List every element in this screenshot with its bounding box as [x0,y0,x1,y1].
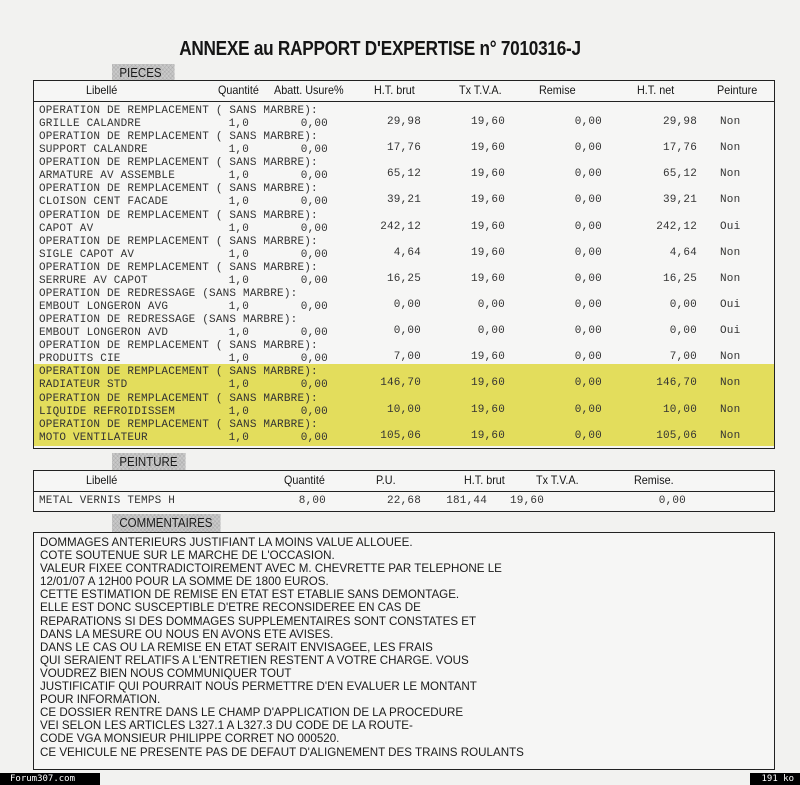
cell-ht-net: 0,00 [669,299,697,312]
cell-ht-brut: 105,06 [380,429,421,442]
comment-line: CETTE ESTIMATION DE REMISE EN ETAT EST ETABLIE SANS DEMONTAGE. [40,588,460,602]
cell-quantite: 1,0 [228,274,249,287]
cell-ht-net: 0,00 [669,325,697,338]
cell-abatt: 0,00 [300,170,328,183]
operation-type: OPERATION DE REMPLACEMENT ( SANS MARBRE): [39,340,318,353]
part-label: CAPOT AV [39,222,94,235]
cell-tva: 19,60 [470,220,505,233]
cell-peinture: Oui [720,299,741,312]
part-label: RADIATEUR STD [39,379,128,392]
column-header: H.T. brut [464,473,505,487]
operation-type: OPERATION DE REMPLACEMENT ( SANS MARBRE): [39,418,318,431]
cell-ht-brut: 16,25 [386,272,421,285]
header-divider [34,101,774,102]
cell-ht-brut: 65,12 [386,168,421,181]
cell-quantite: 1,0 [228,431,249,444]
cell-peinture: Oui [720,220,741,233]
cell-peinture: Non [720,168,741,181]
peinture-section-label: PEINTURE [112,453,186,472]
part-label: SUPPORT CALANDRE [39,144,148,157]
operation-type: OPERATION DE REDRESSAGE (SANS MARBRE): [39,314,298,327]
cell-ht-brut: 0,00 [393,325,421,338]
cell-ht-brut: 10,00 [386,403,421,416]
column-header: Remise [539,83,576,97]
column-header: Libellé [86,473,118,487]
cell-ht-brut: 17,76 [386,142,421,155]
cell-abatt: 0,00 [300,379,328,392]
cell-abatt: 0,00 [300,431,328,444]
column-header: Quantité [284,473,325,487]
comment-line: DANS LE CAS OU LA REMISE EN ETAT SERAIT ENVISAGEE, LES FRAIS [40,640,433,654]
part-label: MOTO VENTILATEUR [39,431,148,444]
cell-peinture: Non [720,351,741,364]
cell-abatt: 0,00 [300,144,328,157]
comment-line: VALEUR FIXEE CONTRADICTOIREMENT AVEC M. CHEVRETTE PAR TELEPHONE LE [40,562,502,576]
cell-abatt: 0,00 [300,196,328,209]
column-header: Abatt. Usure% [274,83,344,97]
cell-quantite: 1,0 [228,248,249,261]
cell-abatt: 0,00 [300,353,328,366]
cell-ht-net: 4,64 [669,246,697,259]
column-header: P.U. [376,473,396,487]
cell-ht-net: 105,06 [656,429,697,442]
cell-peinture: Non [720,377,741,390]
cell-ht-net: 242,12 [656,220,697,233]
comment-line: VEI SELON LES ARTICLES L327.1 A L327.3 DU CODE DE LA ROUTE- [40,719,413,733]
cell-abatt: 0,00 [300,327,328,340]
comment-line: CODE VGA MONSIEUR PHILIPPE CORRET NO 000520. [40,732,340,746]
part-label: GRILLE CALANDRE [39,118,142,131]
cell-tva: 19,60 [470,403,505,416]
part-label: PRODUITS CIE [39,353,121,366]
cell-tva: 19,60 [470,142,505,155]
cell-tva: 0,00 [477,299,505,312]
comment-line: REPARATIONS SI DES DOMMAGES SUPPLEMENTAIRES SONT CONSTATES ET [40,614,477,628]
cell-ht-net: 65,12 [662,168,697,181]
comment-line: QUI SERAIENT RELATIFS A L'ENTRETIEN RESTENT A VOTRE CHARGE. VOUS [40,653,469,667]
cell-ht-brut: 146,70 [380,377,421,390]
cell-quantite: 1,0 [228,144,249,157]
column-header: H.T. net [637,83,675,97]
column-header: Tx T.V.A. [536,473,579,487]
cell-peinture: Oui [720,325,741,338]
comment-line: CE DOSSIER RENTRE DANS LE CHAMP D'APPLICATION DE LA PROCEDURE [40,706,464,720]
column-header: Tx T.V.A. [459,83,502,97]
cell-peinture: Non [720,246,741,259]
cell-ht-brut: 242,12 [380,220,421,233]
cell-peinture: Non [720,429,741,442]
cell-remise: 0,00 [574,272,602,285]
part-label: ARMATURE AV ASSEMBLE [39,170,176,183]
cell-peinture: Non [720,272,741,285]
operation-type: OPERATION DE REMPLACEMENT ( SANS MARBRE): [39,235,318,248]
part-label: SIGLE CAPOT AV [39,248,135,261]
cell-ht-brut: 4,64 [393,246,421,259]
header-divider [34,491,774,492]
cell-tva: 19,60 [470,116,505,129]
part-label: LIQUIDE REFROIDISSEM [39,405,176,418]
cell-peinture: Non [720,142,741,155]
paint-label: METAL VERNIS TEMPS H [39,495,176,507]
cell-peinture: Non [720,116,741,129]
column-header: Remise. [634,473,674,487]
footer-site-label: Forum307.com [0,773,100,785]
cell-tva: 19,60 [470,194,505,207]
comment-line: JUSTIFICATIF QUI POURRAIT NOUS PERMETTRE D'EN EVALUER LE MONTANT [40,680,477,694]
cell-abatt: 0,00 [300,222,328,235]
cell-tva: 19,60 [470,272,505,285]
cell-quantite: 1,0 [228,353,249,366]
cell-ht-net: 7,00 [669,351,697,364]
cell-tva: 19,60 [470,351,505,364]
operation-type: OPERATION DE REMPLACEMENT ( SANS MARBRE): [39,392,318,405]
cell-quantite: 1,0 [228,379,249,392]
document-title: ANNEXE au RAPPORT D'EXPERTISE n° 7010316-J [179,38,581,60]
cell-remise: 0,00 [574,220,602,233]
cell-quantite: 1,0 [228,327,249,340]
cell-tva: 19,60 [509,495,544,507]
cell-remise: 0,00 [574,299,602,312]
cell-ht-net: 146,70 [656,377,697,390]
cell-quantite: 1,0 [228,118,249,131]
cell-peinture: Non [720,194,741,207]
cell-abatt: 0,00 [300,274,328,287]
comment-line: POUR INFORMATION. [40,693,161,707]
cell-tva: 19,60 [470,429,505,442]
cell-remise: 0,00 [574,429,602,442]
cell-quantite: 1,0 [228,170,249,183]
cell-remise: 0,00 [574,403,602,416]
operation-type: OPERATION DE REMPLACEMENT ( SANS MARBRE): [39,261,318,274]
pieces-section-label: PIECES [112,64,175,83]
cell-ht-net: 39,21 [662,194,697,207]
column-header: Peinture [717,83,758,97]
comment-line: ELLE EST DONC SUSCEPTIBLE D'ETRE RECONSIDEREE EN CAS DE [40,601,421,615]
column-header: H.T. brut [374,83,415,97]
cell-tva: 19,60 [470,168,505,181]
comment-line: COTE SOUTENUE SUR LE MARCHE DE L'OCCASION. [40,549,335,563]
cell-ht-brut: 7,00 [393,351,421,364]
operation-type: OPERATION DE REMPLACEMENT ( SANS MARBRE): [39,105,318,117]
cell-abatt: 0,00 [300,248,328,261]
cell-ht-brut: 0,00 [393,299,421,312]
comment-line: DOMMAGES ANTERIEURS JUSTIFIANT LA MOINS VALUE ALLOUEE. [40,536,413,549]
cell-quantite: 1,0 [228,301,249,314]
cell-ht-net: 10,00 [662,403,697,416]
cell-remise: 0,00 [574,377,602,390]
cell-remise: 0,00 [574,168,602,181]
cell-tva: 0,00 [477,325,505,338]
operation-type: OPERATION DE REMPLACEMENT ( SANS MARBRE): [39,157,318,170]
cell-remise: 0,00 [574,325,602,338]
comment-lines [40,536,524,759]
peinture-table [33,470,775,512]
cell-pu: 22,68 [386,495,421,507]
cell-remise: 0,00 [658,495,686,507]
comment-line: VOUDREZ BIEN NOUS COMMUNIQUER TOUT [40,666,292,680]
cell-ht-net: 29,98 [662,116,697,129]
cell-quantite: 1,0 [228,222,249,235]
cell-abatt: 0,00 [300,118,328,131]
cell-ht-brut: 181,44 [446,495,487,507]
operation-type: OPERATION DE REMPLACEMENT ( SANS MARBRE): [39,131,318,144]
cell-quantite: 1,0 [228,405,249,418]
part-label: EMBOUT LONGERON AVG [39,301,169,314]
operation-type: OPERATION DE REMPLACEMENT ( SANS MARBRE): [39,209,318,222]
cell-tva: 19,60 [470,377,505,390]
column-header: Quantité [218,83,259,97]
commentaires-section-label: COMMENTAIRES [112,514,221,533]
cell-quantite: 1,0 [228,196,249,209]
cell-remise: 0,00 [574,142,602,155]
operation-type: OPERATION DE REMPLACEMENT ( SANS MARBRE): [39,366,318,379]
part-label: SERRURE AV CAPOT [39,274,148,287]
cell-ht-brut: 29,98 [386,116,421,129]
operation-type: OPERATION DE REMPLACEMENT ( SANS MARBRE): [39,183,318,196]
cell-abatt: 0,00 [300,405,328,418]
cell-remise: 0,00 [574,351,602,364]
cell-remise: 0,00 [574,194,602,207]
cell-remise: 0,00 [574,246,602,259]
comment-line: DANS LA MESURE OU NOUS EN AVONS ETE AVISES. [40,627,334,641]
cell-ht-net: 17,76 [662,142,697,155]
cell-remise: 0,00 [574,116,602,129]
commentaires-box [33,532,775,770]
footer-file-size: 191 ko [750,773,800,785]
part-label: EMBOUT LONGERON AVD [39,327,169,340]
comment-line: 12/01/07 A 12H00 POUR LA SOMME DE 1800 EUROS. [40,575,329,589]
column-header: Libellé [86,83,118,97]
cell-abatt: 0,00 [300,301,328,314]
cell-ht-brut: 39,21 [386,194,421,207]
cell-peinture: Non [720,403,741,416]
part-label: CLOISON CENT FACADE [39,196,169,209]
operation-type: OPERATION DE REDRESSAGE (SANS MARBRE): [39,287,298,300]
cell-tva: 19,60 [470,246,505,259]
pieces-table [33,80,775,449]
cell-quantite: 8,00 [298,495,326,507]
comment-line: CE VEHICULE NE PRESENTE PAS DE DEFAUT D'ALIGNEMENT DES TRAINS ROULANTS [40,745,524,759]
cell-ht-net: 16,25 [662,272,697,285]
